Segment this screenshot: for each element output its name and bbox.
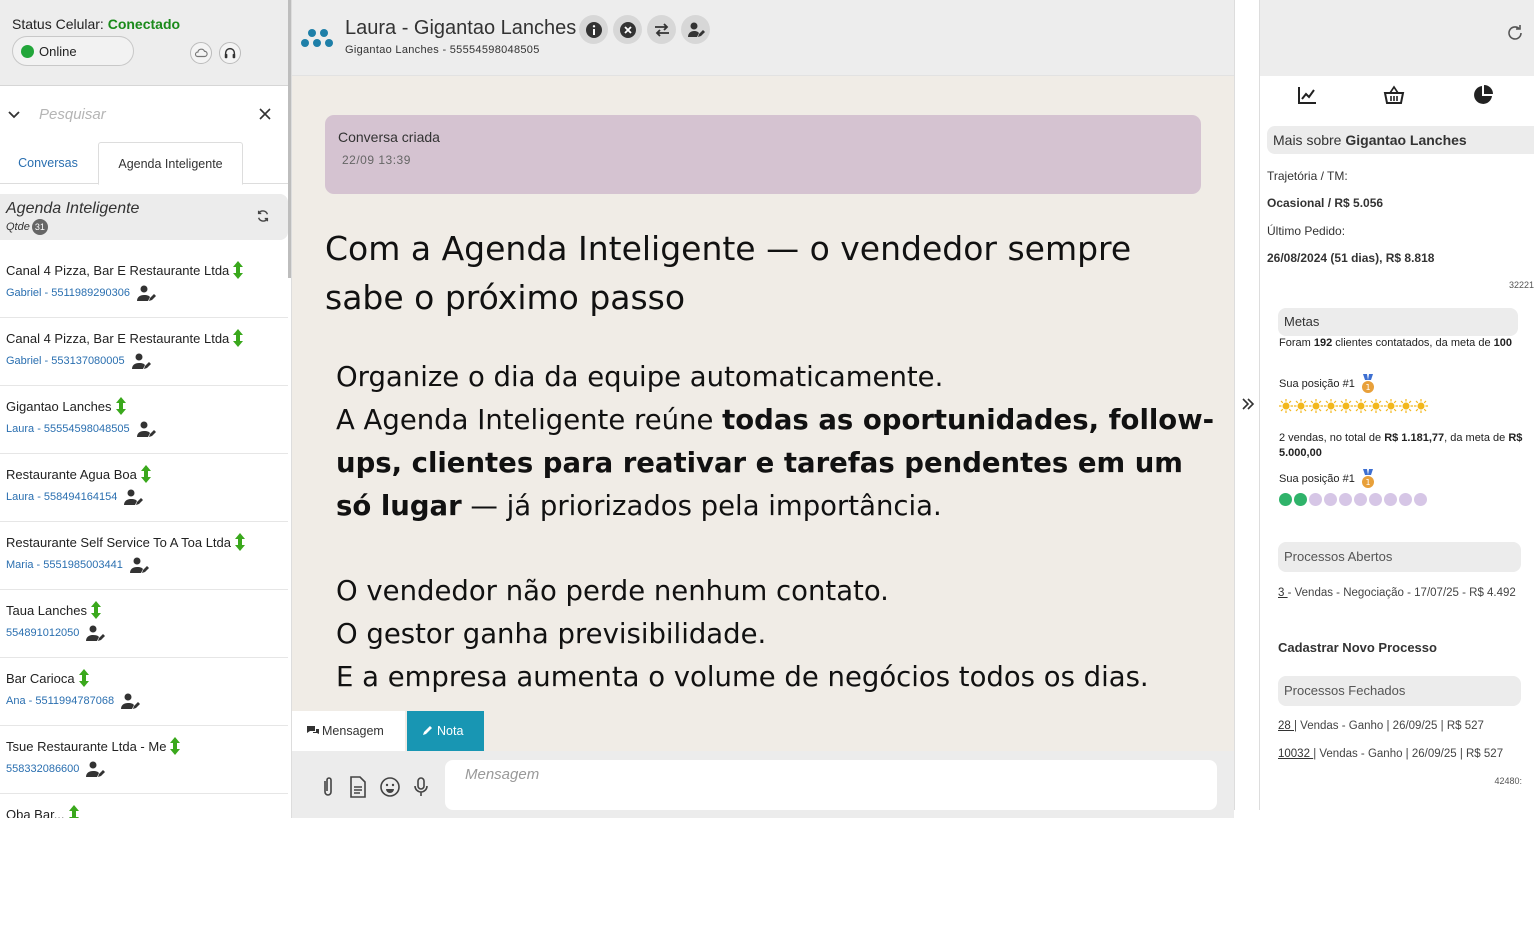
sun-icon	[1369, 399, 1383, 413]
contact-detail: Ana - 5511994787068	[6, 695, 115, 707]
contact-item[interactable]	[0, 590, 288, 658]
position-text: Sua posição #1	[1279, 377, 1355, 390]
closed-process-text: | Vendas - Ganho | 26/09/25 | R$ 527	[1294, 720, 1484, 732]
user-edit-icon[interactable]	[85, 625, 107, 641]
contact-sub-row	[6, 489, 288, 505]
agenda-title: Agenda Inteligente	[6, 200, 140, 217]
close-icon[interactable]	[258, 107, 272, 121]
customer-panel	[1260, 0, 1534, 810]
trajetoria-label: Trajetória / TM:	[1267, 169, 1348, 183]
contact-sub-row	[6, 557, 288, 573]
goal-pending-dot	[1399, 493, 1412, 506]
closed-process-item	[1278, 713, 1518, 740]
priority-arrow-icon	[68, 804, 80, 818]
system-message-text: Conversa criada	[338, 129, 440, 145]
pencil-icon	[421, 725, 435, 737]
brand-logo-icon	[300, 26, 334, 50]
priority-arrow-icon	[115, 396, 127, 416]
priority-arrow-icon	[234, 532, 246, 552]
user-edit-icon[interactable]	[123, 489, 145, 505]
closed-process-link[interactable]: 28	[1278, 720, 1294, 732]
message-composer	[292, 751, 1234, 818]
meta1-pre: Foram	[1279, 337, 1314, 349]
contact-name-row	[6, 736, 288, 756]
contact-name: Tsue Restaurante Ltda - Me	[6, 738, 167, 754]
medal-icon	[1360, 469, 1376, 489]
more-about-prefix: Mais sobre	[1273, 132, 1346, 148]
chat-title: Laura - Gigantao Lanches	[345, 17, 577, 39]
sun-icon	[1309, 399, 1323, 413]
ranking-position-1	[1279, 374, 1523, 394]
meta2-goal: R$ 5.000,00	[1279, 432, 1523, 459]
open-process-text: - Vendas - Negociação - 17/07/25 - R$ 4.492	[1287, 587, 1516, 599]
goal-pending-dot	[1354, 493, 1367, 506]
basket-icon[interactable]	[1383, 84, 1405, 106]
contacts-progress	[1279, 399, 1429, 413]
qtde-label: Qtde	[6, 221, 30, 233]
contact-item[interactable]	[0, 794, 288, 818]
close-conversation-button[interactable]	[613, 15, 642, 44]
contact-name: Restaurante Self Service To A Toa Ltda	[6, 534, 231, 550]
customer-tabs	[1260, 84, 1534, 108]
search-input[interactable]	[28, 94, 228, 134]
contact-sub-row	[6, 761, 288, 777]
contact-name-row	[6, 396, 288, 416]
goal-pending-dot	[1309, 493, 1322, 506]
goal-pending-dot	[1369, 493, 1382, 506]
chat-bubbles-icon	[306, 725, 320, 737]
cloud-sync-button[interactable]	[190, 42, 212, 64]
paragraph-gap	[336, 528, 1216, 570]
sun-icon	[1339, 399, 1353, 413]
user-edit-icon	[687, 21, 705, 39]
tab-nota[interactable]	[407, 711, 484, 751]
customer-panel-header	[1260, 0, 1534, 76]
user-edit-icon[interactable]	[131, 353, 153, 369]
sun-icon	[1324, 399, 1338, 413]
contact-item[interactable]	[0, 318, 288, 386]
search-box	[28, 94, 282, 136]
priority-arrow-icon	[232, 328, 244, 348]
priority-arrow-icon	[78, 668, 90, 688]
svg-text:1: 1	[1365, 478, 1371, 487]
more-about-box	[1267, 126, 1534, 154]
meta2-pre: 2 vendas, no total de	[1279, 432, 1385, 444]
contact-name-row	[6, 600, 288, 620]
online-status-select[interactable]	[12, 36, 134, 66]
contact-name: Canal 4 Pizza, Bar E Restaurante Ltda	[6, 262, 230, 278]
open-process-item	[1278, 580, 1518, 607]
svg-text:1: 1	[1365, 383, 1371, 392]
sun-icon	[1354, 399, 1368, 413]
tab-mensagem[interactable]	[292, 711, 405, 751]
microphone-icon[interactable]	[410, 775, 432, 799]
system-message-date: 22/09 13:39	[342, 153, 411, 167]
message-headline: Com a Agenda Inteligente — o vendedor sempre sabe o próximo passo	[325, 229, 1132, 317]
contact-detail: Gabriel - 5511989290306	[6, 287, 130, 299]
new-process-button[interactable]: Cadastrar Novo Processo	[1278, 640, 1437, 655]
user-edit-icon[interactable]	[129, 557, 151, 573]
tab-mensagem-label: Mensagem	[322, 724, 384, 738]
headset-icon	[223, 46, 237, 60]
agenda-header	[0, 194, 288, 240]
contact-name: Oba Bar...	[6, 806, 65, 818]
ranking-position-2	[1279, 469, 1523, 489]
document-icon[interactable]	[347, 775, 369, 799]
goal-pending-dot	[1414, 493, 1427, 506]
left-panel	[0, 0, 292, 818]
closed-process-link[interactable]: 10032	[1278, 748, 1314, 760]
goal-pending-dot	[1324, 493, 1337, 506]
contact-item[interactable]	[0, 726, 288, 794]
reload-icon[interactable]	[1506, 24, 1524, 42]
meta-contacts-text	[1279, 336, 1523, 351]
contact-sub-row	[6, 693, 288, 709]
double-chevron-right-icon[interactable]	[1240, 396, 1256, 412]
priority-arrow-icon	[140, 464, 152, 484]
contact-sub-row	[6, 421, 288, 437]
user-edit-icon[interactable]	[136, 285, 158, 301]
contact-sub-row	[6, 285, 288, 301]
contact-detail: Maria - 5551985003441	[6, 559, 123, 571]
contact-detail: Gabriel - 553137080005	[6, 355, 125, 367]
sun-icon	[1399, 399, 1413, 413]
pie-chart-icon[interactable]	[1472, 84, 1494, 106]
chat-header-actions	[579, 15, 715, 44]
sun-icon	[1279, 399, 1293, 413]
contact-item[interactable]	[0, 658, 288, 726]
position-text: Sua posição #1	[1279, 472, 1355, 485]
contact-detail: Laura - 558494164154	[6, 491, 118, 503]
transfer-icon	[653, 21, 671, 39]
transfer-button[interactable]	[647, 15, 676, 44]
meta1-mid: clientes contatados, da meta de	[1332, 337, 1494, 349]
contact-item[interactable]	[0, 250, 288, 318]
trajetoria-value: Ocasional / R$ 5.056	[1267, 196, 1384, 210]
contact-name-row	[6, 260, 288, 280]
goal-pending-dot	[1339, 493, 1352, 506]
line-chart-icon[interactable]	[1296, 84, 1318, 106]
qtde-badge: 31	[32, 219, 48, 235]
sun-icon	[1414, 399, 1428, 413]
contact-item[interactable]	[0, 522, 288, 590]
goal-achieved-dot	[1279, 493, 1292, 506]
status-label: Status Celular:	[12, 16, 104, 32]
contact-name-row	[6, 804, 288, 818]
contact-name-row	[6, 532, 288, 552]
message-input[interactable]	[445, 760, 1217, 810]
user-edit-icon[interactable]	[85, 761, 107, 777]
contact-sub-row	[6, 353, 288, 369]
composer-tabs	[292, 711, 484, 751]
contact-name-row	[6, 328, 288, 348]
open-processes-header: Processos Abertos	[1278, 542, 1521, 572]
chat-header	[292, 0, 1234, 76]
sun-icon	[1294, 399, 1308, 413]
body-line: Organize o dia da equipe automaticamente.	[336, 361, 944, 393]
priority-arrow-icon	[169, 736, 181, 756]
goal-achieved-dot	[1294, 493, 1307, 506]
meta1-goal: 100	[1493, 337, 1512, 349]
emoji-icon[interactable]	[379, 775, 401, 799]
search-row	[0, 94, 288, 136]
sales-progress	[1279, 493, 1429, 506]
meta2-mid: , da meta de	[1444, 432, 1509, 444]
info-button[interactable]	[579, 15, 608, 44]
tab-nota-label: Nota	[437, 724, 464, 738]
meta1-num: 192	[1313, 337, 1333, 349]
contact-sub-row	[6, 625, 288, 641]
metas-header: Metas	[1278, 308, 1518, 336]
close-circle-icon	[619, 21, 637, 39]
contact-name-row	[6, 668, 288, 688]
contact-name: Bar Carioca	[6, 670, 75, 686]
contact-name: Gigantao Lanches	[6, 398, 112, 414]
customer-id: 32221	[1508, 280, 1534, 290]
priority-arrow-icon	[232, 260, 244, 280]
medal-icon	[1360, 374, 1376, 394]
contact-detail: Laura - 55554598048505	[6, 423, 130, 435]
headset-button[interactable]	[219, 42, 241, 64]
paperclip-icon[interactable]	[317, 775, 339, 799]
process-id: 42480:	[1494, 776, 1522, 786]
contact-name: Canal 4 Pizza, Bar E Restaurante Ltda	[6, 330, 230, 346]
contact-detail: 558332086600	[6, 763, 80, 775]
closed-processes-header: Processos Fechados	[1278, 676, 1521, 706]
closed-process-text: | Vendas - Ganho | 26/09/25 | R$ 527	[1313, 748, 1504, 760]
contact-name: Taua Lanches	[6, 602, 87, 618]
body-line: O gestor ganha previsibilidade.	[336, 618, 767, 650]
goal-pending-dot	[1384, 493, 1397, 506]
body-line: E a empresa aumenta o volume de negócios todos os dias.	[336, 661, 1149, 693]
body-bold: todas as oportunidades, follow-ups, clientes para reativar e tarefas pendentes em um só lugar	[336, 404, 1215, 522]
info-icon	[585, 21, 603, 39]
agenda-qtde	[6, 219, 288, 235]
sun-icon	[1384, 399, 1398, 413]
status-header	[0, 0, 291, 86]
contact-list	[0, 250, 288, 818]
ultimo-pedido-label: Último Pedido:	[1267, 224, 1346, 238]
message-body	[336, 356, 1216, 699]
body-paragraph	[336, 399, 1216, 528]
edit-user-button[interactable]	[681, 15, 710, 44]
meta-sales-text	[1279, 431, 1523, 461]
closed-process-item	[1278, 741, 1518, 768]
status-value: Conectado	[107, 16, 181, 32]
open-process-link[interactable]: 3	[1278, 587, 1288, 599]
priority-arrow-icon	[90, 600, 102, 620]
chat-subtitle: Gigantao Lanches - 55554598048505	[345, 44, 540, 56]
left-tabs	[0, 142, 288, 184]
online-label: Online	[39, 43, 77, 59]
tab-conversas[interactable]: Conversas	[18, 156, 78, 170]
body-pre: A Agenda Inteligente reúne	[336, 404, 723, 436]
chevron-down-icon[interactable]	[6, 106, 22, 122]
phone-status	[12, 16, 291, 32]
system-message	[325, 115, 1201, 194]
user-edit-icon[interactable]	[136, 421, 158, 437]
contact-name-row	[6, 464, 288, 484]
user-edit-icon[interactable]	[120, 693, 142, 709]
meta2-total: R$ 1.181,77	[1384, 432, 1445, 444]
more-about-name: Gigantao Lanches	[1345, 132, 1467, 148]
refresh-icon[interactable]	[256, 209, 270, 223]
body-post: — já priorizados pela importância.	[461, 490, 942, 522]
contact-item[interactable]	[0, 454, 288, 522]
chat-panel	[292, 0, 1234, 818]
tab-agenda-inteligente[interactable]: Agenda Inteligente	[98, 142, 243, 185]
contact-item[interactable]	[0, 386, 288, 454]
online-dot-icon	[21, 45, 34, 58]
ultimo-pedido-value: 26/08/2024 (51 dias), R$ 8.818	[1267, 251, 1435, 265]
cloud-icon	[194, 46, 208, 60]
contact-name: Restaurante Agua Boa	[6, 466, 137, 482]
body-line: O vendedor não perde nenhum contato.	[336, 575, 889, 607]
contact-detail: 554891012050	[6, 627, 80, 639]
collapse-strip	[1234, 0, 1260, 810]
